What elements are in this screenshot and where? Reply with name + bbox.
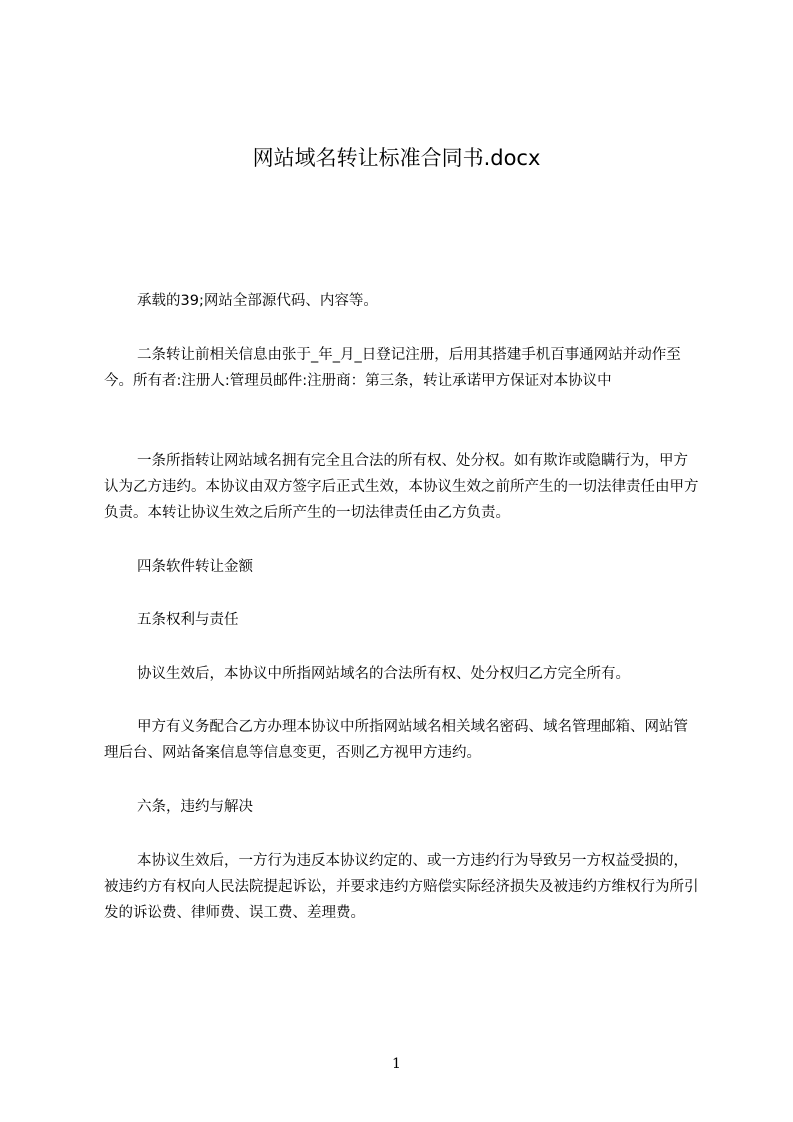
paragraph-2: 二条转让前相关信息由张于_年_月_日登记注册，后用其搭建手机百事通网站并动作至今。所有者:注册人:管理员邮件:注册商：第三条，转让承诺甲方保证对本协议中 (104, 347, 681, 389)
paragraph-1: 承载的39;网站全部源代码、内容等。 (137, 293, 378, 309)
paragraph-4: 四条软件转让金额 (137, 559, 253, 575)
paragraph-3: 一条所指转让网站域名拥有完全且合法的所有权、处分权。如有欺诈或隐瞒行为，甲方认为乙方违约。本协议由双方签字后正式生效，本协议生效之前所产生的一切法律责任由甲方负责。本转让协议生效之后所产生的一切法律责任由乙方负责。 (104, 453, 699, 521)
paragraph-8: 六条，违约与解决 (137, 799, 253, 815)
page-number: 1 (392, 1056, 401, 1072)
paragraph-7: 甲方有义务配合乙方办理本协议中所指网站域名相关域名密码、域名管理邮箱、网站管理后台、网站备案信息等信息变更，否则乙方视甲方违约。 (104, 719, 688, 761)
paragraph-9: 本协议生效后，一方行为违反本协议约定的、或一方违约行为导致另一方权益受损的，被违约方有权向人民法院提起诉讼，并要求违约方赔偿实际经济损失及被违约方维权行为所引发的诉讼费、律师费、误工费、差理费。 (104, 853, 699, 921)
document-title: 网站域名转让标准合同书.docx (252, 146, 541, 170)
paragraph-5: 五条权利与责任 (137, 612, 239, 628)
paragraph-6: 协议生效后，本协议中所指网站域名的合法所有权、处分权归乙方完全所有。 (137, 666, 630, 682)
